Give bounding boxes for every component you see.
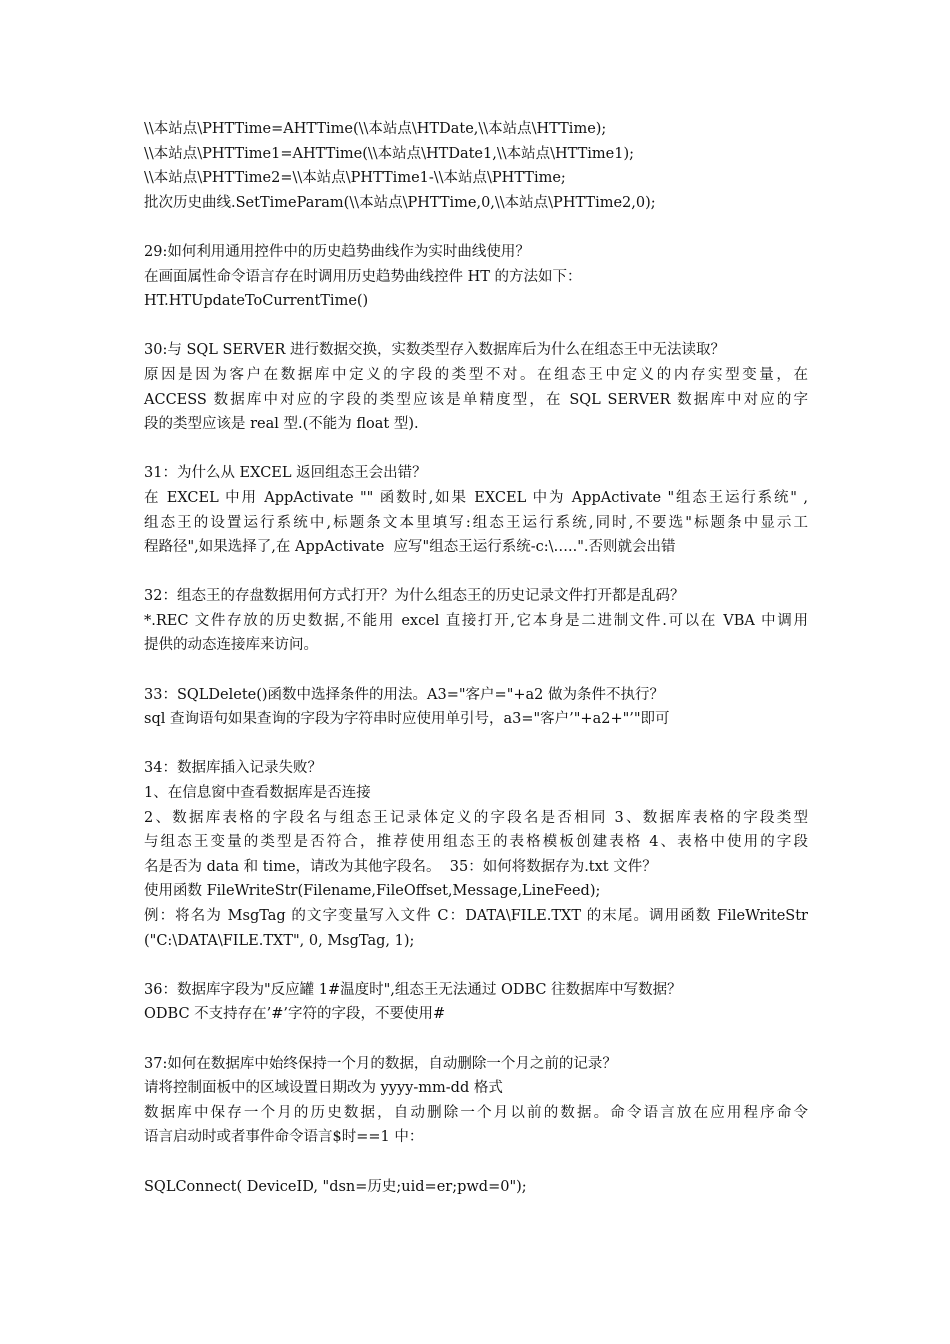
text-line: 在 EXCEL 中用 AppActivate "" 函数时,如果 EXCEL 中为 AppActivate "组态王运行系统" , [144, 489, 808, 506]
text-line: 33：SQLDelete()函数中选择条件的用法。A3="客户="+a2 做为条件不执行？ [144, 686, 665, 703]
text-line: 程路径",如果选择了,在 AppActivate 应写"组态王运行系统-c:\…..".否则就会出错 [144, 539, 676, 556]
blank-line [144, 437, 808, 462]
text-line: 批次历史曲线.SetTimeParam(\\本站点\PHTTime,0,\\本站点\PHTTime2,0); [144, 194, 656, 211]
text-line: 37:如何在数据库中始终保持一个月的数据，自动删除一个月之前的记录？ [144, 1055, 617, 1072]
text-line: \\本站点\PHTTime=AHTTime(\\本站点\HTDate,\\本站点\HTTime); [144, 121, 607, 137]
text-line: ODBC 不支持存在’#’字符的字段，不要使用# [144, 1006, 446, 1023]
blank-line [144, 314, 808, 339]
blank-line [144, 658, 808, 683]
blank-line [144, 1150, 808, 1175]
text-line: ("C:\DATA\FILE.TXT", 0, MsgTag, 1); [144, 932, 415, 949]
text-line: 原因是因为客户在数据库中定义的字段的类型不对。在组态王中定义的内存实型变量，在 [144, 366, 808, 383]
text-line: 1、在信息窗中查看数据库是否连接 [144, 785, 371, 802]
text-line: 使用函数 FileWriteStr(Filename,FileOffset,Message,LineFeed); [144, 883, 601, 900]
document-page [144, 117, 808, 1199]
text-line: 提供的动态连接库来访问。 [144, 637, 318, 654]
text-line: SQLConnect( DeviceID, "dsn=历史;uid=er;pwd=0"); [144, 1178, 527, 1195]
text-line: 名是否为 data 和 time，请改为其他字段名。 35：如何将数据存为.txt 文件？ [144, 858, 657, 875]
text-line: \\本站点\PHTTime2=\\本站点\PHTTime1-\\本站点\PHTTime; [144, 170, 566, 187]
blank-line [144, 560, 808, 585]
blank-line [144, 215, 808, 240]
text-line: *.REC 文件存放的历史数据,不能用 excel 直接打开,它本身是二进制文件.可以在 VBA 中调用 [144, 612, 808, 629]
text-line: HT.HTUpdateToCurrentTime() [144, 293, 369, 310]
text-line: 2、数据库表格的字段名与组态王记录体定义的字段名是否相同 3、数据库表格的字段类型 [144, 809, 808, 826]
blank-line [144, 953, 808, 978]
text-line: 30:与 SQL SERVER 进行数据交换，实数类型存入数据库后为什么在组态王中无法读取？ [144, 342, 726, 359]
text-line: ACCESS 数据库中对应的字段的类型应该是单精度型，在 SQL SERVER 数据库中对应的字 [144, 391, 808, 408]
text-line: 组态王的设置运行系统中,标题条文本里填写:组态王运行系统,同时,不要选"标题条中显示工 [144, 514, 808, 531]
blank-line [144, 1027, 808, 1052]
text-line: 请将控制面板中的区域设置日期改为 yyyy-mm-dd 格式 [144, 1080, 503, 1097]
text-line: 32：组态王的存盘数据用何方式打开？为什么组态王的历史记录文件打开都是乱码？ [144, 588, 685, 605]
text-line: 段的类型应该是 real 型.(不能为 float 型). [144, 416, 419, 433]
text-line: 34：数据库插入记录失败？ [144, 760, 322, 777]
text-line: \\本站点\PHTTime1=AHTTime(\\本站点\HTDate1,\\本站点\HTTime1); [144, 145, 634, 162]
text-line: 36：数据库字段为"反应罐 1#温度时",组态王无法通过 ODBC 往数据库中写数据？ [144, 981, 682, 998]
text-line: 29:如何利用通用控件中的历史趋势曲线作为实时曲线使用？ [144, 243, 530, 260]
blank-line [144, 732, 808, 757]
text-line: 语言启动时或者事件命令语言$时==1 中： [144, 1129, 424, 1146]
text-line: 在画面属性命令语言存在时调用历史趋势曲线控件 HT 的方法如下： [144, 268, 582, 285]
text-line: sql 查询语句如果查询的字段为字符串时应使用单引号，a3="客户’"+a2+"’"即可 [144, 711, 670, 728]
text-line: 与组态王变量的类型是否符合，推荐使用组态王的表格模板创建表格 4、表格中使用的字段 [144, 834, 808, 851]
text-line: 31：为什么从 EXCEL 返回组态王会出错？ [144, 465, 427, 482]
text-line: 数据库中保存一个月的历史数据，自动删除一个月以前的数据。命令语言放在应用程序命令 [144, 1104, 808, 1121]
text-line: 例：将名为 MsgTag 的文字变量写入文件 C：DATA\FILE.TXT 的末尾。调用函数 FileWriteStr [144, 908, 808, 924]
